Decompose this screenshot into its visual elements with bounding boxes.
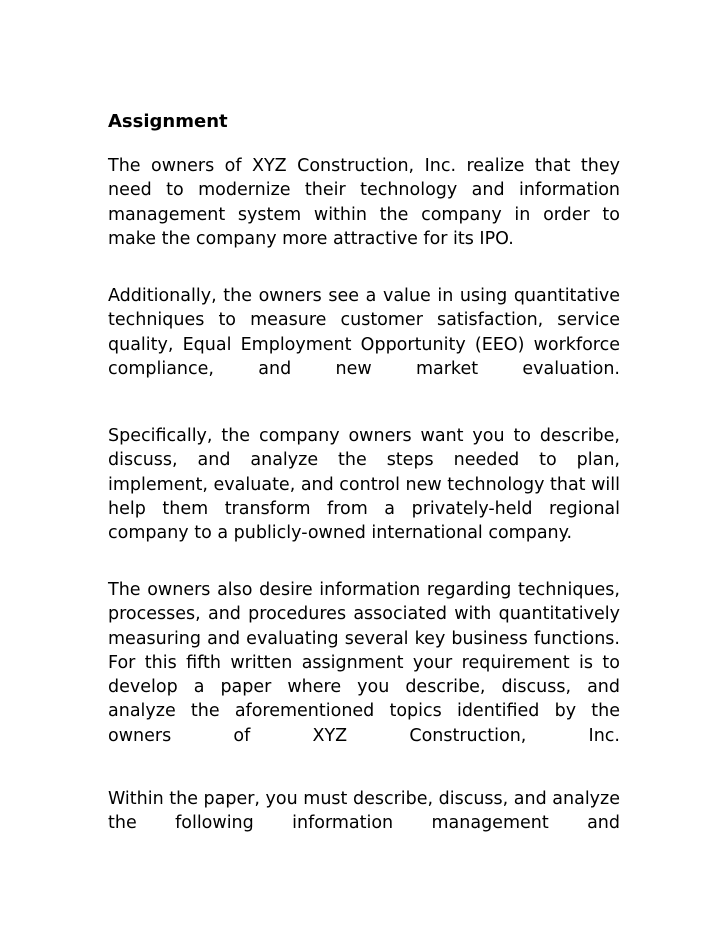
page-title: Assignment [108, 111, 228, 132]
paragraph-4: The owners also desire information regarding techniques, processes, and procedures associated with quantitatively measuring and evaluating several key business functions. For this fifth written assignment your requirement is to develop a paper where you describe, discuss, and analyze the aforementioned topics identified by the owners of XYZ Construction, Inc. [108, 580, 620, 746]
paragraph-2: Additionally, the owners see a value in using quantitative techniques to measure customer satisfaction, service quality, Equal Employment Opportunity (EEO) workforce compliance, and new market evaluation. [108, 286, 620, 379]
paragraph-5: Within the paper, you must describe, discuss, and analyze the following information management and [108, 789, 620, 834]
paragraph-1: The owners of XYZ Construction, Inc. realize that they need to modernize their technology and information management system within the company in order to make the company more attractive for its IPO. [108, 156, 620, 249]
paragraph-3: Specifically, the company owners want you to describe, discuss, and analyze the steps needed to plan, implement, evaluate, and control new technology that will help them transform from a privately-held regional company to a publicly-owned international company. [108, 426, 620, 544]
